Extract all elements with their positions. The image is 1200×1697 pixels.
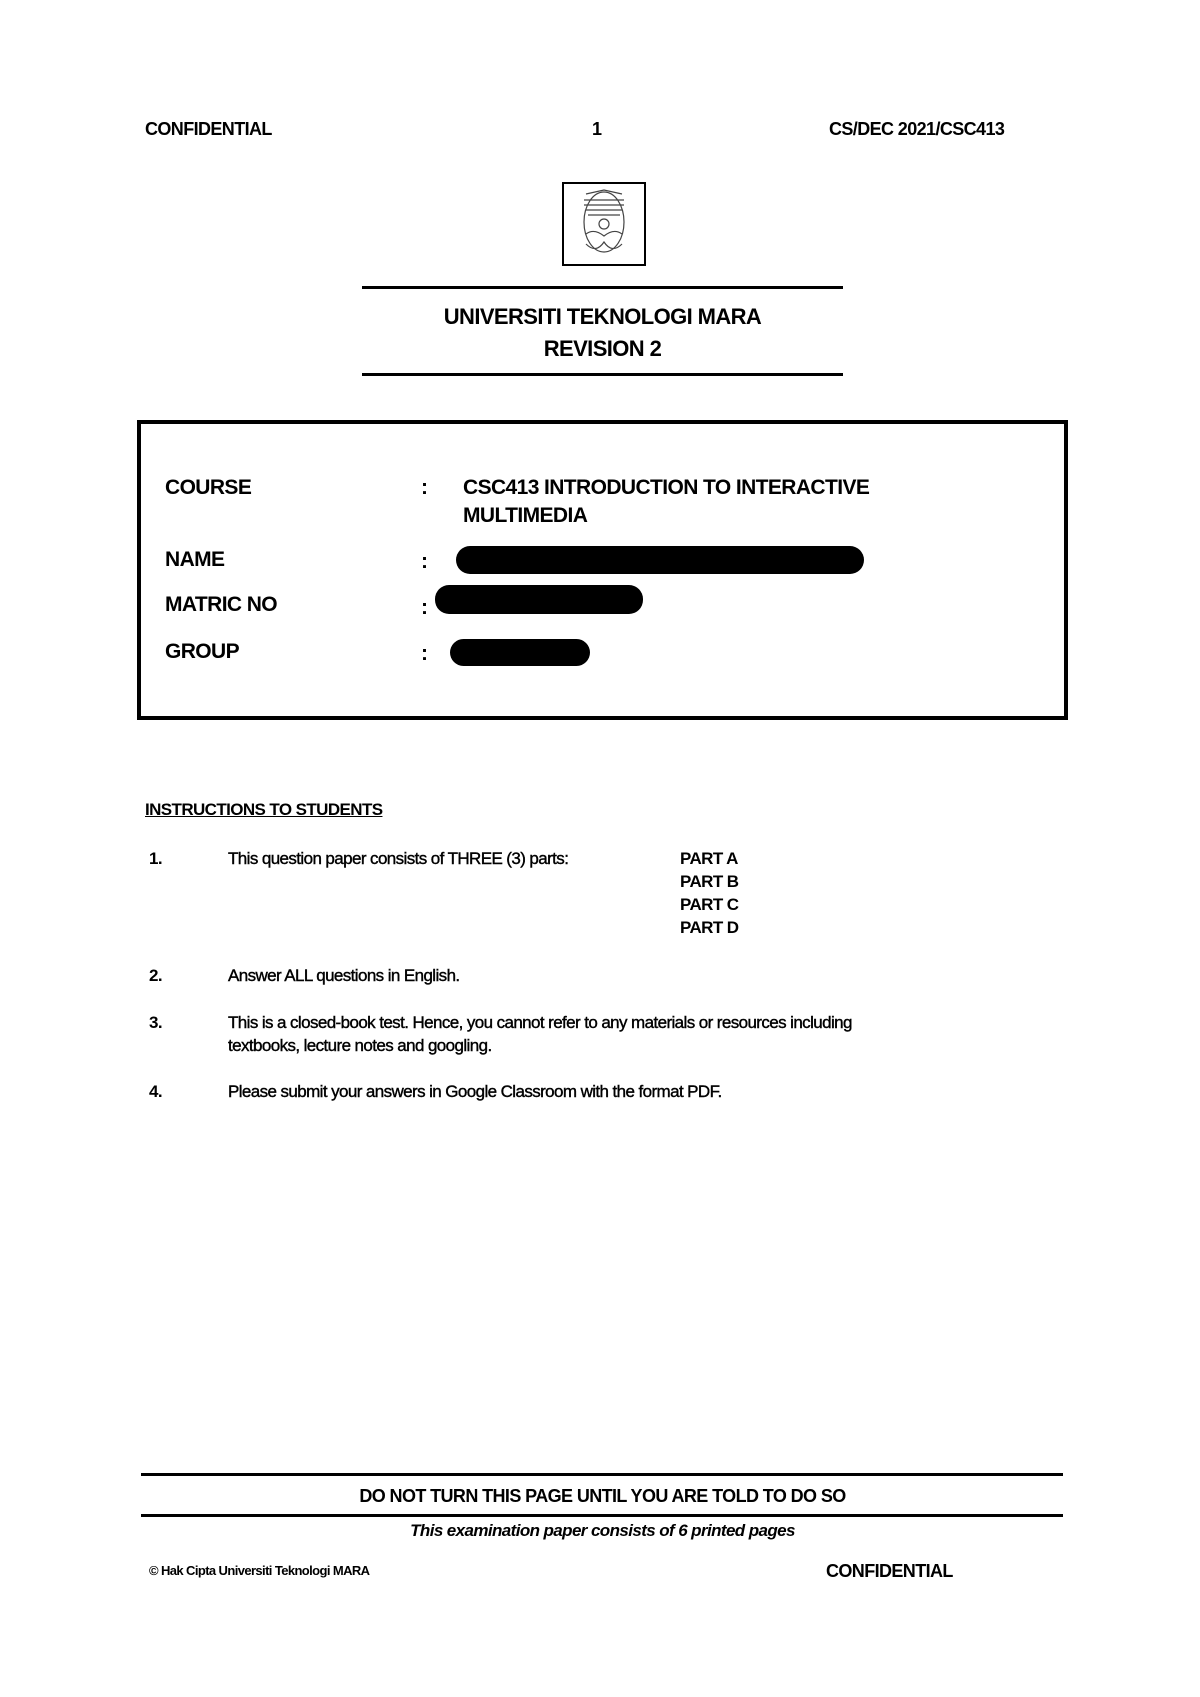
paper-code: CS/DEC 2021/CSC413 bbox=[829, 119, 1005, 139]
part-a: PART A bbox=[680, 849, 738, 868]
item-3-text-line2: textbooks, lecture notes and googling. bbox=[228, 1036, 492, 1055]
group-colon: : bbox=[421, 642, 428, 665]
part-b: PART B bbox=[680, 872, 739, 891]
part-c: PART C bbox=[680, 895, 739, 914]
course-colon: : bbox=[421, 476, 428, 499]
footer-rule-top bbox=[141, 1473, 1063, 1476]
name-redaction bbox=[456, 546, 864, 574]
course-label: COURSE bbox=[165, 476, 252, 499]
pages-note: This examination paper consists of 6 printed pages bbox=[410, 1521, 795, 1540]
item-3-number: 3. bbox=[149, 1013, 162, 1032]
item-4-number: 4. bbox=[149, 1082, 162, 1101]
course-value-line2: MULTIMEDIA bbox=[463, 504, 588, 527]
copyright: © Hak Cipta Universiti Teknologi MARA bbox=[149, 1563, 370, 1578]
group-redaction bbox=[450, 639, 590, 666]
item-1-text: This question paper consists of THREE (3) parts: bbox=[228, 849, 569, 868]
item-3-text-line1: This is a closed-book test. Hence, you cannot refer to any materials or resources including bbox=[228, 1013, 852, 1032]
part-d: PART D bbox=[680, 918, 739, 937]
name-colon: : bbox=[421, 550, 428, 573]
university-name: UNIVERSITI TEKNOLOGI MARA bbox=[443, 304, 762, 329]
group-label: GROUP bbox=[165, 640, 240, 663]
instructions-heading: INSTRUCTIONS TO STUDENTS bbox=[145, 800, 383, 819]
header-confidential: CONFIDENTIAL bbox=[145, 119, 272, 139]
footer-rule-bottom bbox=[141, 1514, 1063, 1517]
item-4-text: Please submit your answers in Google Classroom with the format PDF. bbox=[228, 1082, 722, 1101]
item-1-number: 1. bbox=[149, 849, 162, 868]
uitm-logo bbox=[562, 182, 646, 266]
revision-title: REVISION 2 bbox=[543, 336, 662, 361]
item-2-text: Answer ALL questions in English. bbox=[228, 966, 460, 985]
matric-colon: : bbox=[421, 596, 428, 619]
do-not-turn-warning: DO NOT TURN THIS PAGE UNTIL YOU ARE TOLD TO DO SO bbox=[359, 1486, 846, 1506]
page-number: 1 bbox=[592, 119, 602, 139]
title-rule-bottom bbox=[362, 373, 843, 376]
title-rule-top bbox=[362, 286, 843, 289]
matric-label: MATRIC NO bbox=[165, 593, 278, 616]
item-2-number: 2. bbox=[149, 966, 162, 985]
course-value-line1: CSC413 INTRODUCTION TO INTERACTIVE bbox=[463, 476, 870, 499]
name-label: NAME bbox=[165, 548, 225, 571]
footer-confidential: CONFIDENTIAL bbox=[826, 1561, 953, 1581]
matric-redaction bbox=[435, 585, 643, 614]
